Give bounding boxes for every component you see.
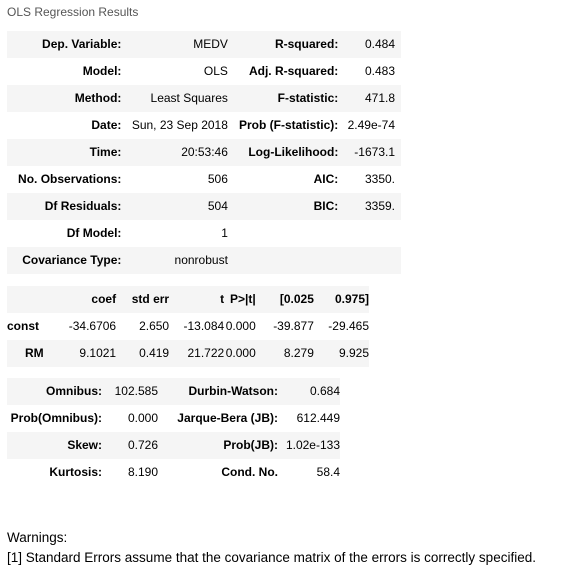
- value-jarque-bera: 612.449: [296, 411, 340, 425]
- column-header-coef: coef: [46, 286, 116, 313]
- label-skew: Skew:: [7, 432, 102, 459]
- label-df-residuals: Df Residuals:: [7, 193, 121, 220]
- label-time: Time:: [7, 139, 121, 166]
- table-row: [7, 340, 369, 367]
- column-header-ci-upper: 0.975]: [314, 286, 369, 313]
- diagnostics-table: [7, 378, 340, 486]
- table-row: [7, 31, 401, 58]
- label-adj-r-squared: Adj. R-squared:: [248, 64, 339, 78]
- label-date: Date:: [91, 118, 122, 132]
- std-err-value: 2.650: [139, 319, 170, 333]
- label-log-likelihood: Log-Likelihood:: [228, 139, 338, 166]
- coefficients-table: [7, 286, 369, 367]
- label-prob-f-statistic: Prob (F-statistic):: [238, 118, 339, 132]
- value-aic: 3350.: [364, 172, 395, 186]
- table-header-row: [7, 286, 369, 313]
- ci-upper-value: -29.465: [328, 319, 369, 333]
- value-model: OLS: [203, 64, 228, 78]
- table-row: [7, 247, 401, 274]
- table-row: [7, 166, 401, 193]
- row-label-rm: RM: [7, 340, 46, 367]
- label-prob-omnibus: Prob(Omnibus):: [10, 411, 102, 425]
- empty-cell: [338, 220, 401, 247]
- ci-lower-value: -39.877: [273, 319, 314, 333]
- ci-lower-value: 8.279: [256, 340, 314, 367]
- label-prob-jb: Prob(JB):: [158, 432, 278, 459]
- value-bic: 3359.: [338, 193, 401, 220]
- label-r-squared: R-squared:: [228, 31, 338, 58]
- value-prob-jb: 1.02e-133: [278, 432, 340, 459]
- table-row: [7, 432, 340, 459]
- column-header-ci-lower: [0.025: [256, 286, 314, 313]
- value-prob-f-statistic: 2.49e-74: [347, 118, 395, 132]
- row-label-const: const: [7, 319, 40, 333]
- warnings-block: [7, 528, 536, 568]
- label-bic: BIC:: [228, 193, 338, 220]
- label-no-observations: No. Observations:: [18, 172, 122, 186]
- label-aic: AIC:: [313, 172, 339, 186]
- table-row: [7, 58, 401, 85]
- column-header-t: t: [169, 286, 224, 313]
- p-value: 0.000: [225, 319, 256, 333]
- std-err-value: 0.419: [116, 340, 169, 367]
- label-covariance-type: Covariance Type:: [7, 247, 121, 274]
- ci-upper-value: 9.925: [314, 340, 369, 367]
- value-prob-omnibus: 0.000: [127, 411, 158, 425]
- label-dep-variable: Dep. Variable:: [7, 31, 121, 58]
- value-r-squared: 0.484: [338, 31, 401, 58]
- value-kurtosis: 8.190: [127, 465, 158, 479]
- value-df-residuals: 504: [121, 193, 228, 220]
- table-row: [7, 405, 340, 432]
- table-row: [7, 459, 340, 486]
- value-no-observations: 506: [207, 172, 228, 186]
- value-adj-r-squared: 0.483: [364, 64, 395, 78]
- warnings-title: Warnings:: [7, 530, 68, 545]
- value-df-model: 1: [221, 226, 228, 240]
- value-cond-no: 58.4: [316, 465, 340, 479]
- column-header-p-value: P>|t|: [224, 286, 256, 313]
- label-f-statistic: F-statistic:: [228, 85, 338, 112]
- value-skew: 0.726: [102, 432, 158, 459]
- label-durbin-watson: Durbin-Watson:: [158, 378, 278, 405]
- coef-value: -34.6706: [68, 319, 117, 333]
- column-header-std-err: std err: [116, 286, 169, 313]
- label-cond-no: Cond. No.: [221, 465, 278, 479]
- value-omnibus: 102.585: [102, 378, 158, 405]
- empty-cell: [228, 220, 338, 247]
- value-dep-variable: MEDV: [121, 31, 228, 58]
- table-row: [7, 85, 401, 112]
- table-caption: OLS Regression Results: [7, 5, 139, 19]
- value-log-likelihood: -1673.1: [338, 139, 401, 166]
- table-row: [7, 220, 401, 247]
- table-row: [7, 378, 340, 405]
- empty-cell: [338, 247, 401, 274]
- column-header: [7, 286, 46, 313]
- table-row: [7, 112, 401, 139]
- label-method: Method:: [7, 85, 121, 112]
- value-f-statistic: 471.8: [338, 85, 401, 112]
- value-date: Sun, 23 Sep 2018: [131, 118, 228, 132]
- label-model: Model:: [82, 64, 122, 78]
- value-durbin-watson: 0.684: [278, 378, 340, 405]
- t-value: 21.722: [169, 340, 224, 367]
- table-row: [7, 139, 401, 166]
- label-kurtosis: Kurtosis:: [49, 465, 102, 479]
- value-time: 20:53:46: [121, 139, 228, 166]
- table-row: [7, 193, 401, 220]
- label-omnibus: Omnibus:: [7, 378, 102, 405]
- t-value: -13.084: [183, 319, 225, 333]
- warning-line: [1] Standard Errors assume that the covariance matrix of the errors is correctly specified.: [7, 550, 536, 565]
- table-row: [7, 313, 369, 340]
- value-covariance-type: nonrobust: [121, 247, 228, 274]
- label-df-model: Df Model:: [66, 226, 122, 240]
- label-jarque-bera: Jarque-Bera (JB):: [177, 411, 278, 425]
- coef-value: 9.1021: [46, 340, 116, 367]
- model-summary-table: [7, 31, 401, 274]
- p-value: 0.000: [224, 340, 256, 367]
- empty-cell: [228, 247, 338, 274]
- value-method: Least Squares: [121, 85, 228, 112]
